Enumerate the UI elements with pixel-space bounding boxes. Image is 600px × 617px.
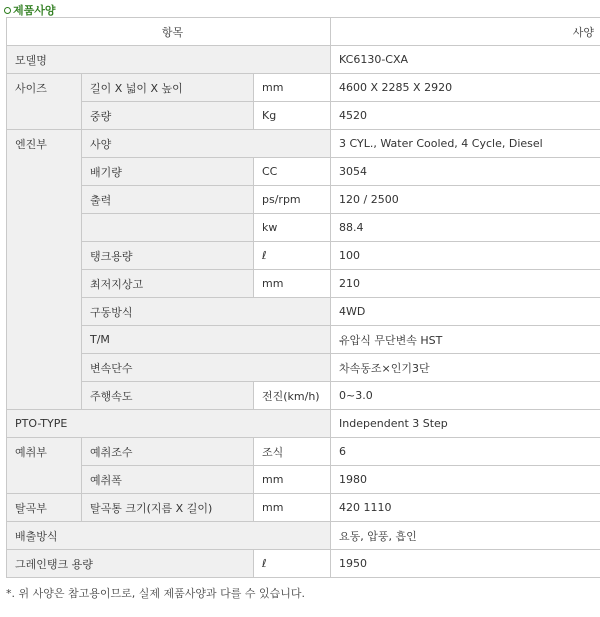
table-row [7,522,600,550]
speed-unit: 전진(km/h) [254,382,331,410]
table-row [7,298,600,326]
ground-unit: mm [254,270,331,298]
thresh-drum-label: 탈곡통 크기(지름 X 길이) [82,494,254,522]
reap-width-value: 1980 [331,466,600,494]
discharge-label: 배출방식 [7,522,331,550]
header-item: 항목 [7,18,331,46]
reap-width-unit: mm [254,466,331,494]
spec-table [6,17,600,578]
gears-value: 차속동조×인기3단 [331,354,600,382]
tm-value: 유압식 무단변속 HST [331,326,600,354]
tank-value: 100 [331,242,600,270]
thresh-group-label: 탈곡부 [7,494,82,522]
thresh-drum-unit: mm [254,494,331,522]
grain-tank-unit: ℓ [254,550,331,578]
table-row [7,494,600,522]
table-row [7,326,600,354]
disclaimer-note: *. 위 사양은 참고용이므로, 실제 제품사양과 다를 수 있습니다. [6,587,305,600]
table-row [7,186,600,214]
model-label: 모델명 [7,46,331,74]
reap-group-label: 예취부 [7,438,82,494]
weight-label: 중량 [82,102,254,130]
engine-spec-value: 3 CYL., Water Cooled, 4 Cycle, Diesel [331,130,600,158]
size-group-label: 사이즈 [7,74,82,130]
table-row [7,74,600,102]
ground-value: 210 [331,270,600,298]
header-spec: 사양 [331,18,600,46]
output-kw-label [82,214,254,242]
table-row [7,354,600,382]
section-title [4,3,56,17]
reap-rows-unit: 조식 [254,438,331,466]
speed-value: 0~3.0 [331,382,600,410]
table-header-row [7,18,600,46]
tank-label: 탱크용량 [82,242,254,270]
output-label: 출력 [82,186,254,214]
output-kw-value: 88.4 [331,214,600,242]
reap-rows-label: 예취조수 [82,438,254,466]
speed-label: 주행속도 [82,382,254,410]
section-title-text: 제품사양 [13,4,56,17]
ground-label: 최저지상고 [82,270,254,298]
table-row [7,102,600,130]
table-row [7,130,600,158]
dims-value: 4600 X 2285 X 2920 [331,74,600,102]
output-kw-unit: kw [254,214,331,242]
pto-value: Independent 3 Step [331,410,600,438]
table-row [7,438,600,466]
table-row [7,242,600,270]
circle-bullet-icon [4,7,11,14]
dims-unit: mm [254,74,331,102]
grain-tank-label: 그레인탱크 용량 [7,550,254,578]
reap-width-label: 예취폭 [82,466,254,494]
table-row [7,410,600,438]
table-row [7,158,600,186]
grain-tank-value: 1950 [331,550,600,578]
discharge-value: 요동, 압풍, 흡인 [331,522,600,550]
thresh-drum-value: 420 1110 [331,494,600,522]
weight-unit: Kg [254,102,331,130]
table-row [7,214,600,242]
displacement-label: 배기량 [82,158,254,186]
table-row [7,550,600,578]
displacement-unit: CC [254,158,331,186]
reap-rows-value: 6 [331,438,600,466]
engine-spec-label: 사양 [82,130,331,158]
output-value: 120 / 2500 [331,186,600,214]
tank-unit: ℓ [254,242,331,270]
drive-value: 4WD [331,298,600,326]
drive-label: 구동방식 [82,298,331,326]
dims-label: 길이 X 넓이 X 높이 [82,74,254,102]
table-row [7,466,600,494]
output-unit: ps/rpm [254,186,331,214]
table-row [7,382,600,410]
table-row [7,46,600,74]
pto-label: PTO-TYPE [7,410,331,438]
table-row [7,270,600,298]
model-value: KC6130-CXA [331,46,600,74]
engine-group-label: 엔진부 [7,130,82,410]
weight-value: 4520 [331,102,600,130]
tm-label: T/M [82,326,331,354]
gears-label: 변속단수 [82,354,331,382]
displacement-value: 3054 [331,158,600,186]
